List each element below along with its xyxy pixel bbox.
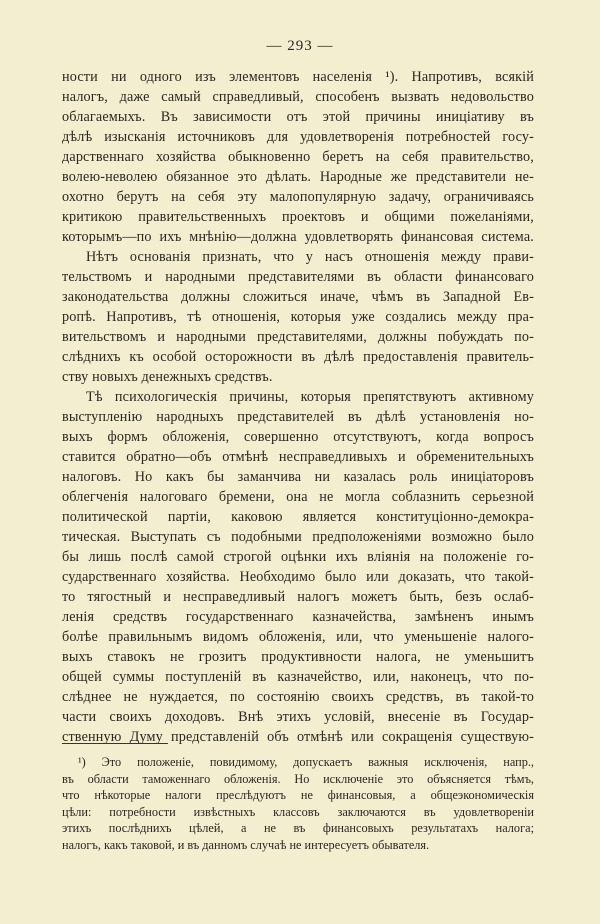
footnote-line: этихъ послѣднихъ цѣлей, а не въ финансовыхъ результатахъ налога; bbox=[62, 821, 534, 835]
text-line: законодательства должны сложиться иначе, чѣмъ въ Западной Ев- bbox=[62, 289, 534, 305]
text-line: ставится обратно—объ отмѣнѣ несправедливыхъ и обременительныхъ bbox=[62, 449, 534, 465]
text-line: налоговъ. Но какъ бы заманчива ни казалась роль иниціаторовъ bbox=[62, 469, 534, 485]
text-line: облагаемыхъ. Въ зависимости отъ этой причины иниціативу въ bbox=[62, 109, 534, 125]
text-line: ности ни одного изъ элементовъ населенія ¹). Напротивъ, всякій bbox=[62, 69, 534, 85]
footnote-line: что нѣкоторые налоги преслѣдуютъ не финансовыя, а общеэкономическія bbox=[62, 788, 534, 802]
footnote-divider bbox=[62, 743, 168, 744]
text-line: дарственнаго хозяйства обыкновенно беретъ на себя правительство, bbox=[62, 149, 534, 165]
text-line: ропѣ. Напротивъ, тѣ отношенія, которыя уже создались между пра- bbox=[62, 309, 534, 325]
text-line: тельствомъ и народными представителями въ области финансоваго bbox=[62, 269, 534, 285]
text-line: слѣднее не нуждается, по состоянію своихъ средствъ, въ такой-то bbox=[62, 689, 534, 705]
text-line: критикою правительственныхъ проектовъ и общими пожеланіями, bbox=[62, 209, 534, 225]
text-line: выступленію народныхъ представителей въ дѣлѣ установленія но- bbox=[62, 409, 534, 425]
text-line: облегченія налоговаго бремени, она не могла соблазнить серьезной bbox=[62, 489, 534, 505]
footnote-line: въ области таможеннаго обложенія. Но исключеніе это объясняется тѣмъ, bbox=[62, 771, 534, 786]
text-line: слѣднихъ къ особой осторожности въ дѣлѣ предоставленія правитель- bbox=[62, 349, 534, 365]
text-line: охотно берутъ на себя эту малопопулярную задачу, ограничиваясь bbox=[62, 189, 534, 205]
text-line: выхъ ставокъ не грозитъ продуктивности налога, не уменьшитъ bbox=[62, 649, 534, 665]
text-line: выхъ формъ обложенія, совершенно отсутствуютъ, когда вопросъ bbox=[62, 429, 534, 445]
text-line: то тягостный и несправедливый налогъ можетъ быть, безъ ослаб- bbox=[62, 589, 534, 605]
text-line: дѣлѣ изысканія источниковъ для удовлетворенія потребностей госу- bbox=[62, 129, 534, 145]
body-text bbox=[62, 67, 534, 747]
footnote-line: цѣли: потребности извѣстныхъ классовъ заключаются въ удовлетвореніи bbox=[62, 804, 534, 819]
text-line: тическая. Выступать съ подобными предположеніями возможно было bbox=[62, 529, 534, 545]
text-line: Тѣ психологическія причины, которыя препятствуютъ активному bbox=[86, 389, 534, 405]
text-line: сударственнаго хозяйства. Необходимо было или доказать, что такой- bbox=[62, 569, 534, 585]
footnote bbox=[62, 754, 534, 853]
text-line: общей суммы поступленій въ казначейство, или, наконецъ, что по- bbox=[62, 669, 534, 685]
text-line: части своихъ доходовъ. Внѣ этихъ условій, внесеніе въ Государ- bbox=[62, 709, 534, 725]
text-line: политической партіи, каковою является конституціонно-демокра- bbox=[62, 509, 534, 525]
page-number: — 293 — bbox=[266, 38, 334, 54]
text-line: болѣе правильнымъ видомъ обложенія, или, что уменьшеніе налого- bbox=[62, 629, 534, 645]
text-line: ленія средствъ государственнаго казначейства, замѣненъ инымъ bbox=[62, 609, 534, 625]
footnote-line: ¹) Это положеніе, повидимому, допускаетъ важныя исключенія, напр., bbox=[78, 755, 534, 769]
text-line: налогъ, даже самый справедливый, способенъ вызвать недовольство bbox=[62, 89, 534, 105]
footnote-line: налогъ, какъ таковой, и въ данномъ случаѣ не интересуетъ обывателя. bbox=[62, 837, 430, 852]
text-line: Нѣтъ основанія признать, что у насъ отношенія между прави- bbox=[86, 249, 534, 265]
text-line: волею-неволею обязанное это дѣлать. Народные же представители не- bbox=[62, 169, 534, 185]
text-line: ственную Думу представленій объ отмѣнѣ или сокращенія существую- bbox=[62, 729, 534, 745]
text-line: вительствомъ и народными представителями, должны побуждать по- bbox=[62, 329, 534, 345]
text-line: которымъ—по ихъ мнѣнію—должна удовлетворять финансовая система. bbox=[62, 229, 534, 245]
text-line: бы лишь послѣ самой строгой оцѣнки ихъ вліянія на положеніе го- bbox=[62, 549, 534, 565]
text-line: ству новыхъ денежныхъ средствъ. bbox=[62, 369, 273, 385]
